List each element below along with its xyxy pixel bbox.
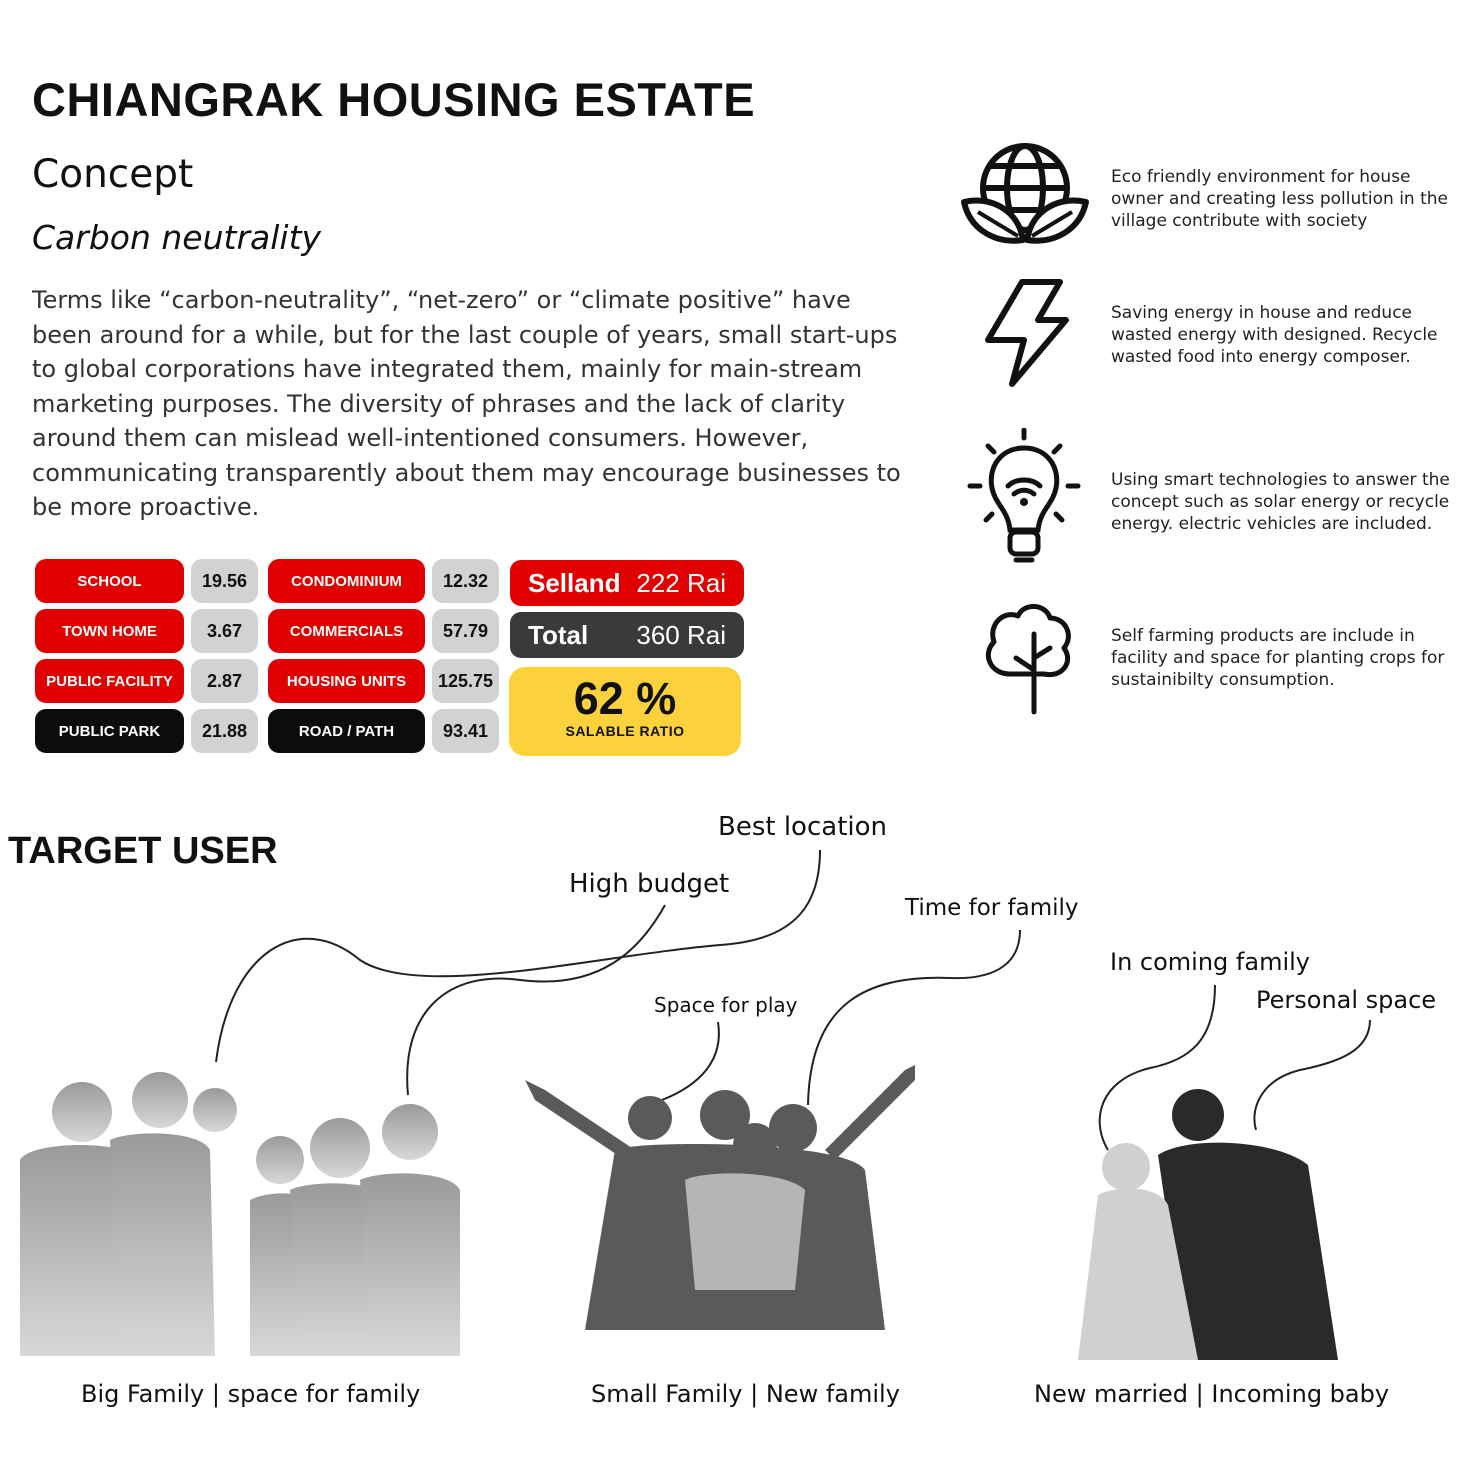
land-use-label: CONDOMINIUM <box>268 559 425 603</box>
land-use-value: 57.79 <box>432 609 499 653</box>
land-use-value: 3.67 <box>191 609 258 653</box>
land-use-value: 12.32 <box>432 559 499 603</box>
caption-small-family: Small Family | New family <box>591 1380 900 1408</box>
connector-line <box>216 850 820 1062</box>
concept-paragraph: Terms like “carbon-neutrality”, “net-zero” or “climate positive” have been around for a while, but for the last couple of years, small start-ups to global corporations have integrated them, mainly for main-stream marketing purposes. The diversity of phrases and the lack of clarity around them can mislead well-intentioned consumers. However, communicating transparently about them may encourage businesses to be more proactive. <box>32 286 901 521</box>
total-label: Total <box>528 619 589 650</box>
land-use-value: 125.75 <box>432 659 499 703</box>
small-family-photo <box>525 1060 915 1360</box>
salable-ratio-value: 62 % <box>573 673 677 724</box>
concept-heading: Concept <box>32 152 194 197</box>
feature-text: Saving energy in house and reduce wasted energy with designed. Recycle wasted food into energy composer. <box>1111 303 1438 367</box>
annotation-personal-space: Personal space <box>1256 986 1437 1014</box>
land-use-label: COMMERCIALS <box>268 609 425 653</box>
land-use-label: ROAD / PATH <box>268 709 425 753</box>
feature-text: Using smart technologies to answer the concept such as solar energy or recycle energy. electric vehicles are included. <box>1111 470 1450 534</box>
land-use-value: 21.88 <box>191 709 258 753</box>
feature-text: Self farming products are include in facility and space for planting crops for sustainibilty consumption. <box>1111 626 1445 690</box>
caption-new-married: New married | Incoming baby <box>1034 1380 1390 1408</box>
land-use-label: TOWN HOME <box>35 609 184 653</box>
land-use-label: PUBLIC FACILITY <box>35 659 184 703</box>
feature-text: Eco friendly environment for house owner and creating less pollution in the village contribute with society <box>1111 167 1448 231</box>
caption-big-family: Big Family | space for family <box>81 1380 421 1408</box>
selland-value: 222 Rai <box>636 567 726 598</box>
annotation-time-for-family: Time for family <box>905 895 1079 921</box>
land-use-label: HOUSING UNITS <box>268 659 425 703</box>
land-use-value: 19.56 <box>191 559 258 603</box>
big-family-photo <box>0 1060 470 1356</box>
target-user-heading: TARGET USER <box>8 830 278 872</box>
page-title: CHIANGRAK HOUSING ESTATE <box>32 73 756 126</box>
total-value: 360 Rai <box>636 619 726 650</box>
land-use-value: 2.87 <box>191 659 258 703</box>
annotation-high-budget: High budget <box>569 869 730 899</box>
salable-ratio-label: SALABLE RATIO <box>565 723 685 739</box>
land-use-label: PUBLIC PARK <box>35 709 184 753</box>
land-use-label: SCHOOL <box>35 559 184 603</box>
land-use-value: 93.41 <box>432 709 499 753</box>
new-married-photo <box>1078 1085 1368 1360</box>
annotation-in-coming-family: In coming family <box>1110 948 1310 976</box>
selland-label: Selland <box>528 567 621 598</box>
annotation-best-location: Best location <box>718 812 887 842</box>
concept-subheading: Carbon neutrality <box>32 218 322 257</box>
annotation-space-for-play: Space for play <box>654 993 798 1017</box>
